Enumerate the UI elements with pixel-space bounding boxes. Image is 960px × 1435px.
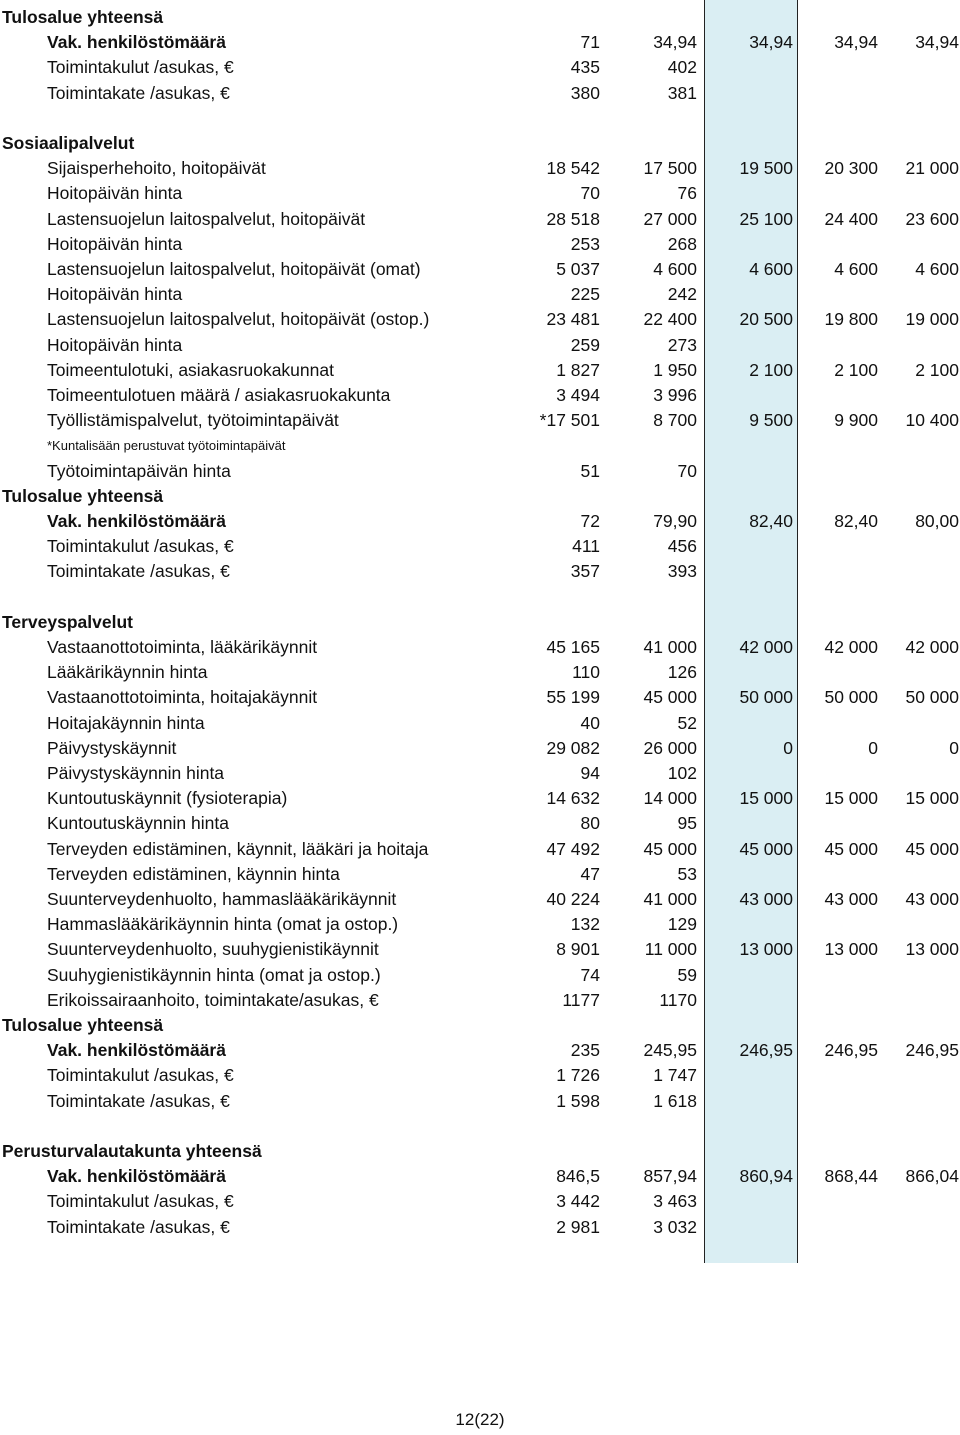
value-cell: 2 100 [749,359,793,380]
value-cell: 19 000 [905,309,959,330]
table-row [0,559,960,584]
row-label: Toimintakate /asukas, € [47,1216,230,1237]
table-row [0,660,960,685]
value-cell: 42 000 [739,637,793,657]
row-label: Hoitopäivän hinta [47,334,183,355]
table-row [0,383,960,408]
value-cell: 225 [570,284,600,305]
value-cell: 45 000 [905,838,959,859]
value-cell: 3 494 [556,385,600,405]
row-label: Terveyden edistäminen, käynnin hinta [47,863,340,884]
value-cell: 25 100 [739,208,793,229]
value-cell: 126 [667,662,697,683]
value-cell: 47 492 [546,838,600,859]
row-label: Perusturvalautakunta yhteensä [2,1141,262,1161]
footnote-row [0,433,960,458]
value-cell: 860,94 [739,1166,793,1187]
value-cell: 42 000 [824,637,878,657]
value-cell: 19 500 [739,158,793,179]
value-cell: 1 598 [556,1090,600,1111]
value-cell: 34,94 [834,32,878,53]
row-label: Erikoissairaanhoito, toimintakate/asukas, € [47,989,379,1010]
table-row [0,156,960,181]
value-cell: 45 165 [546,637,600,657]
table-row [0,1215,960,1240]
table-row [0,685,960,710]
value-cell: 9 900 [834,410,878,431]
value-cell: 40 [580,712,600,733]
spacer-row [0,106,960,131]
value-cell: 4 600 [915,259,959,279]
row-label: Vak. henkilöstömäärä [47,32,226,53]
value-cell: 5 037 [556,259,600,279]
table-row [0,761,960,786]
value-cell: 2 100 [915,359,959,380]
row-label: Päivystyskäynnin hinta [47,763,225,783]
table-row [0,887,960,912]
row-label: Hoitopäivän hinta [47,284,183,305]
row-label: Vak. henkilöstömäärä [47,511,226,531]
value-cell: 41 000 [643,889,697,909]
row-label: Toimintakate /asukas, € [47,82,230,103]
value-cell: 71 [580,32,600,53]
row-label: Toimintakate /asukas, € [47,561,230,582]
value-cell: 456 [667,536,697,557]
value-cell: 50 000 [739,687,793,708]
table-row [0,459,960,484]
value-cell: 9 500 [749,410,793,431]
value-cell: 14 000 [643,788,697,809]
row-label: Hoitopäivän hinta [47,183,183,204]
value-cell: 857,94 [643,1166,697,1187]
value-cell: 28 518 [546,208,600,229]
value-cell: 21 000 [905,158,959,179]
value-cell: 8 901 [556,939,600,960]
value-cell: 0 [868,737,878,758]
page-number: 12(22) [455,1410,505,1429]
value-cell: 82,40 [749,511,793,531]
table-row [0,1189,960,1214]
row-label: Toimintakate /asukas, € [47,1090,230,1111]
value-cell: 246,95 [905,1040,959,1061]
value-cell: 27 000 [643,208,697,229]
value-cell: 59 [677,964,697,985]
value-cell: 50 000 [824,687,878,708]
value-cell: 246,95 [824,1040,878,1061]
value-cell: 74 [580,964,600,985]
value-cell: 26 000 [643,737,697,758]
section-heading [0,131,960,156]
table-row [0,81,960,106]
value-cell: 11 000 [644,939,697,960]
table-row [0,912,960,937]
row-label: Tulosalue yhteensä [2,485,164,506]
value-cell: 45 000 [824,838,878,859]
row-label: Tulosalue yhteensä [2,7,164,27]
value-cell: 50 000 [905,687,959,708]
row-label: Toimintakulut /asukas, € [47,57,234,78]
table-row [0,937,960,962]
value-cell: 1 747 [653,1065,697,1086]
spacer-row [0,585,960,610]
value-cell: 43 000 [739,889,793,909]
value-cell: 0 [783,737,793,758]
value-cell: 357 [570,561,600,582]
value-cell: 40 224 [546,889,600,909]
value-cell: 132 [570,914,600,935]
value-cell: 1 827 [556,359,600,380]
value-cell: 4 600 [653,259,697,279]
value-cell: 80,00 [915,511,959,531]
value-cell: 1177 [562,989,600,1010]
value-cell: 24 400 [824,208,878,229]
section-heading [0,1139,960,1164]
value-cell: 2 981 [556,1216,600,1237]
value-cell: 43 000 [905,889,959,909]
value-cell: 273 [667,334,697,355]
row-label: Lastensuojelun laitospalvelut, hoitopäivät (omat) [47,259,421,279]
value-cell: 381 [667,82,697,103]
value-cell: 34,94 [653,32,697,53]
value-cell: 1 618 [653,1090,697,1111]
table-row [0,534,960,559]
row-label: Työllistämispalvelut, työtoimintapäivät [47,410,339,431]
row-label: Päivystyskäynnit [47,737,177,758]
value-cell: 53 [677,863,697,884]
row-label: Toimintakulut /asukas, € [47,536,234,557]
row-label: Toimeentulotuki, asiakasruokakunnat [47,359,334,380]
value-cell: 435 [570,57,600,78]
value-cell: 110 [572,662,600,683]
row-label: Lastensuojelun laitospalvelut, hoitopäivät [47,208,366,229]
row-label: Toimintakulut /asukas, € [47,1065,234,1086]
table-row [0,358,960,383]
value-cell: 3 463 [653,1191,697,1212]
value-cell: 18 542 [546,158,600,179]
value-cell: 411 [572,536,600,557]
table-row [0,509,960,534]
table-row [0,786,960,811]
row-label: Suuhygienistikäynnin hinta (omat ja ostop.) [47,964,381,985]
value-cell: 3 442 [556,1191,600,1212]
table-row [0,988,960,1013]
value-cell: 268 [667,233,697,254]
value-cell: 4 600 [749,259,793,279]
spacer-row [0,1114,960,1139]
value-cell: 34,94 [749,32,793,53]
row-label: Suunterveydenhuolto, suuhygienistikäynnit [47,939,379,960]
value-cell: 45 000 [643,687,697,708]
value-cell: 3 996 [653,385,697,405]
value-cell: 19 800 [824,309,878,330]
row-label: *Kuntalisään perustuvat työtoimintapäivät [47,438,286,454]
value-cell: 22 400 [643,309,697,330]
section-heading [0,1013,960,1038]
value-cell: 846,5 [556,1166,600,1187]
section-heading [0,610,960,635]
table-row [0,207,960,232]
row-label: Hammaslääkärikäynnin hinta (omat ja ostop.) [47,914,399,935]
table-row [0,333,960,358]
row-label: Tulosalue yhteensä [2,1015,164,1035]
value-cell: 245,95 [643,1040,697,1061]
row-label: Vak. henkilöstömäärä [47,1166,226,1187]
value-cell: 129 [667,914,697,935]
value-cell: 94 [580,763,600,783]
row-label: Hoitopäivän hinta [47,233,183,254]
table-row [0,408,960,433]
value-cell: 43 000 [824,889,878,909]
value-cell: 41 000 [643,637,697,657]
value-cell: 10 400 [905,410,959,431]
table-row [0,963,960,988]
value-cell: 866,04 [905,1166,959,1187]
value-cell: 34,94 [915,32,959,53]
table-row [0,1164,960,1189]
value-cell: 235 [570,1040,600,1061]
value-cell: 15 000 [824,788,878,809]
row-label: Kuntoutuskäynnit (fysioterapia) [47,788,288,809]
value-cell: 45 000 [739,838,793,859]
value-cell: 15 000 [905,788,959,809]
value-cell: 13 000 [739,939,793,960]
value-cell: 47 [580,863,600,884]
row-label: Terveyspalvelut [2,611,133,632]
value-cell: 23 481 [546,309,600,330]
value-cell: 79,90 [653,511,697,531]
value-cell: 1 950 [653,359,697,380]
value-cell: 868,44 [824,1166,878,1187]
table-row [0,862,960,887]
value-cell: *17 501 [539,410,600,431]
value-cell: 380 [570,82,600,103]
section-heading [0,5,960,30]
row-label: Työtoimintapäivän hinta [47,460,231,481]
row-label: Vak. henkilöstömäärä [47,1040,226,1061]
value-cell: 102 [667,763,697,783]
row-label: Terveyden edistäminen, käynnit, lääkäri ja hoitaja [47,838,429,859]
value-cell: 42 000 [905,637,959,657]
value-cell: 55 199 [546,687,600,708]
table-row [0,635,960,660]
table-row [0,282,960,307]
value-cell: 4 600 [834,259,878,279]
value-cell: 242 [667,284,697,305]
table-row [0,232,960,257]
table-row [0,1038,960,1063]
value-cell: 3 032 [653,1216,697,1237]
value-cell: 1 726 [556,1065,600,1086]
row-label: Toimintakulut /asukas, € [47,1191,234,1212]
table-row [0,1063,960,1088]
section-heading [0,484,960,509]
value-cell: 20 300 [824,158,878,179]
value-cell: 51 [580,460,600,481]
value-cell: 13 000 [824,939,878,960]
value-cell: 1170 [659,989,697,1010]
row-label: Hoitajakäynnin hinta [47,712,205,733]
table-row [0,736,960,761]
value-cell: 15 000 [739,788,793,809]
table-row [0,257,960,282]
value-cell: 8 700 [653,410,697,431]
value-cell: 253 [570,233,600,254]
row-label: Sijaisperhehoito, hoitopäivät [47,158,266,179]
row-label: Lääkärikäynnin hinta [47,662,208,683]
table-row [0,1089,960,1114]
value-cell: 23 600 [905,208,959,229]
table-row [0,181,960,206]
value-cell: 0 [949,737,959,758]
row-label: Kuntoutuskäynnin hinta [47,813,229,834]
table-row [0,30,960,55]
value-cell: 17 500 [643,158,697,179]
value-cell: 246,95 [739,1040,793,1061]
value-cell: 2 100 [834,359,878,380]
row-label: Toimeentulotuen määrä / asiakasruokakunta [47,385,391,405]
table-row [0,711,960,736]
value-cell: 70 [580,183,600,204]
row-label: Vastaanottotoiminta, hoitajakäynnit [47,687,318,708]
value-cell: 259 [570,334,600,355]
value-cell: 393 [667,561,697,582]
value-cell: 29 082 [546,737,600,758]
table-row [0,811,960,836]
value-cell: 52 [677,712,697,733]
value-cell: 45 000 [643,838,697,859]
value-cell: 82,40 [834,511,878,531]
row-label: Sosiaalipalvelut [2,133,135,153]
value-cell: 402 [667,57,697,78]
value-cell: 76 [677,183,697,204]
value-cell: 14 632 [546,788,600,809]
value-cell: 72 [580,511,600,531]
value-cell: 80 [580,813,600,834]
value-cell: 70 [677,460,697,481]
value-cell: 95 [677,813,697,834]
value-cell: 13 000 [905,939,959,960]
row-label: Lastensuojelun laitospalvelut, hoitopäivät (ostop.) [47,309,430,330]
row-label: Suunterveydenhuolto, hammaslääkärikäynnit [47,889,397,909]
value-cell: 20 500 [739,309,793,330]
table-row [0,55,960,80]
row-label: Vastaanottotoiminta, lääkärikäynnit [47,637,318,657]
table-row [0,837,960,862]
table-row [0,307,960,332]
